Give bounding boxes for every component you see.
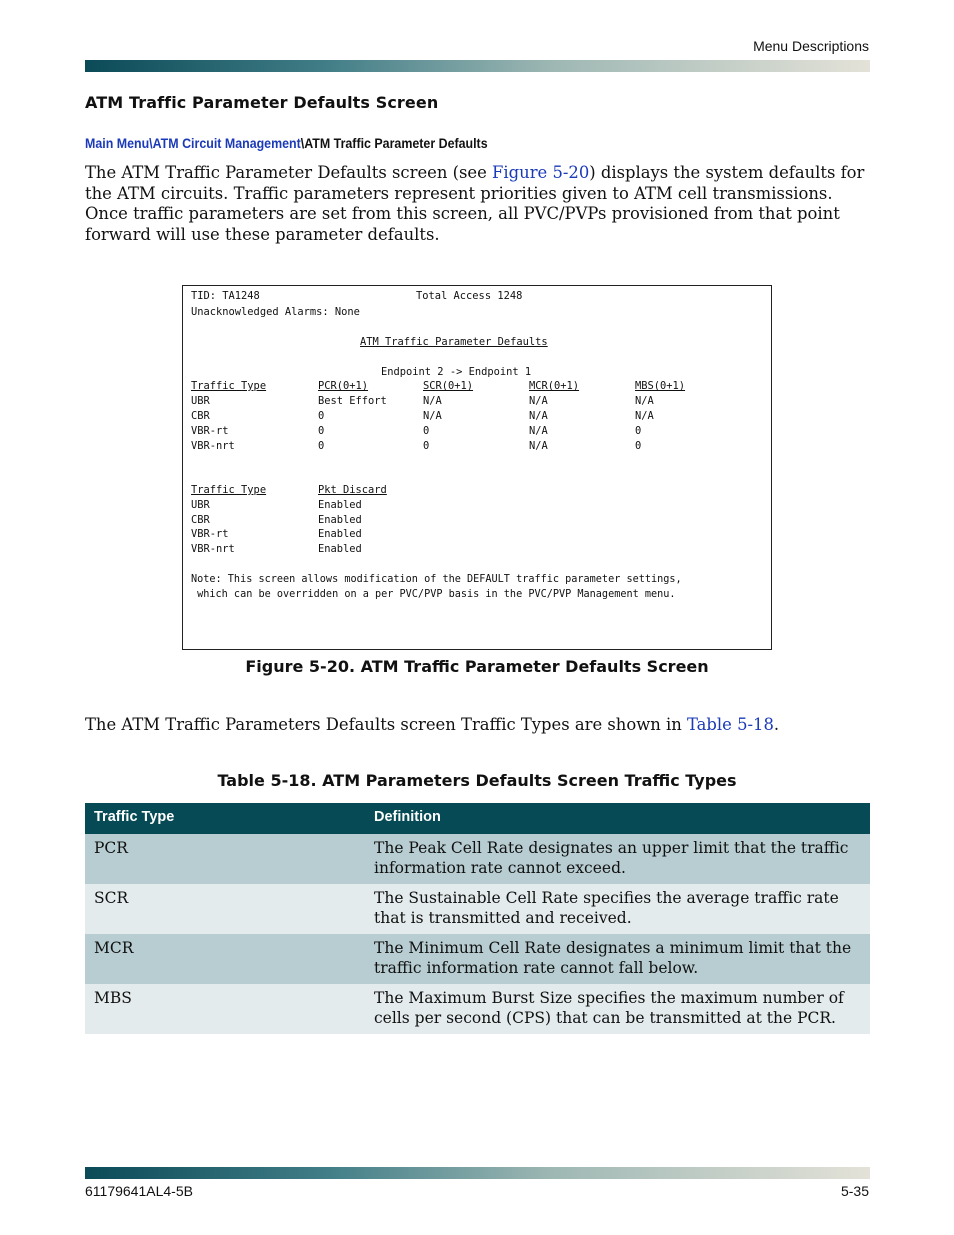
rate-cell: Best Effort (318, 395, 387, 407)
rate-cell: N/A (529, 395, 548, 407)
screen-note-line-2: which can be overridden on a per PVC/PVP basis in the PVC/PVP Management menu. (191, 589, 676, 600)
rate-cell: 0 (635, 440, 642, 452)
rate-cell: N/A (529, 440, 548, 452)
breadcrumb-main-menu[interactable]: Main Menu (85, 136, 150, 151)
breadcrumb-atm-circuit-management[interactable]: ATM Circuit Management (152, 136, 301, 151)
table-intro-before: The ATM Traffic Parameters Defaults screen Traffic Types are shown in (85, 715, 687, 734)
footer-rule (85, 1167, 870, 1179)
intro-text-before: The ATM Traffic Parameter Defaults screen (see (85, 163, 493, 182)
rate-cell: 0 (423, 440, 430, 452)
table-row (85, 834, 870, 884)
rate-cell: CBR (191, 410, 210, 422)
discard-cell: Enabled (318, 499, 362, 511)
table-cell-definition: The Maximum Burst Size specifies the maximum number of cells per second (CPS) that can be transmitted at the PCR. (374, 989, 844, 1027)
table-header-traffic-type: Traffic Type (94, 809, 175, 825)
discard-cell: Enabled (318, 514, 362, 526)
rate-cell: VBR-nrt (191, 440, 235, 452)
discard-cell: VBR-rt (191, 528, 229, 540)
rate-header-mcr: MCR(0+1) (529, 380, 580, 392)
table-cell-definition: The Peak Cell Rate designates an upper limit that the traffic information rate cannot exceed. (374, 839, 849, 877)
screen-note-line-1: Note: This screen allows modification of the DEFAULT traffic parameter settings, (191, 574, 682, 585)
rate-cell: VBR-rt (191, 425, 229, 437)
table-intro-paragraph (85, 715, 870, 736)
table-row (85, 884, 870, 934)
doc-number: 61179641AL4-5B (85, 1183, 193, 1199)
figure-link[interactable]: Figure 5-20 (492, 163, 590, 182)
intro-paragraph (85, 163, 870, 245)
header-rule (85, 60, 870, 72)
alarms-text: Unacknowledged Alarms: None (191, 306, 360, 318)
rate-cell: N/A (635, 395, 654, 407)
rate-cell: 0 (635, 425, 642, 437)
table-cell-type: SCR (94, 889, 129, 907)
table-header-row (85, 803, 870, 834)
table-link[interactable]: Table 5-18 (687, 715, 774, 734)
rate-cell: 0 (318, 410, 325, 422)
discard-cell: VBR-nrt (191, 543, 235, 555)
rate-cell: 0 (318, 425, 325, 437)
breadcrumb-current: ATM Traffic Parameter Defaults (304, 136, 488, 151)
rate-cell: N/A (635, 410, 654, 422)
rate-cell: N/A (529, 410, 548, 422)
intro-text-after: ) displays the system defaults for the ATM circuits. Traffic parameters represent priorities given to ATM cell transmissions. Once traffic parameters are set from this screen, all PVC/PVPs provisioned from that point forward will use these parameter defaults. (85, 163, 865, 244)
breadcrumb (85, 136, 488, 151)
screen-title: ATM Traffic Parameter Defaults (360, 336, 548, 348)
traffic-types-table (85, 803, 870, 1034)
tid-text: TID: TA1248 (191, 290, 260, 302)
table-cell-definition: The Sustainable Cell Rate specifies the average traffic rate that is transmitted and received. (374, 889, 839, 927)
running-header: Menu Descriptions (753, 38, 869, 54)
discard-header-traffic-type: Traffic Type (191, 484, 267, 496)
total-access-text: Total Access 1248 (416, 290, 523, 302)
table-caption: Table 5-18. ATM Parameters Defaults Screen Traffic Types (217, 771, 737, 790)
rate-cell: 0 (423, 425, 430, 437)
table-header-definition: Definition (374, 809, 441, 825)
rate-header-pcr: PCR(0+1) (318, 380, 369, 392)
rate-cell: N/A (423, 395, 442, 407)
discard-cell: Enabled (318, 528, 362, 540)
page-number: 5-35 (840, 1183, 869, 1199)
discard-header-pkt-discard: Pkt Discard (318, 484, 387, 496)
endpoint-text: Endpoint 2 -> Endpoint 1 (381, 366, 532, 378)
rate-cell: N/A (529, 425, 548, 437)
rate-header-mbs: MBS(0+1) (635, 380, 686, 392)
table-intro-after: . (773, 715, 780, 734)
figure-caption: Figure 5-20. ATM Traffic Parameter Defaults Screen (245, 657, 709, 676)
rate-cell: N/A (423, 410, 442, 422)
rate-cell: UBR (191, 395, 210, 407)
discard-cell: UBR (191, 499, 210, 511)
breadcrumb-separator: \ (149, 136, 153, 151)
table-cell-definition: The Minimum Cell Rate designates a minimum limit that the traffic information rate cannot fall below. (374, 939, 852, 977)
table-row (85, 984, 870, 1034)
table-row (85, 934, 870, 984)
terminal-screen-figure (182, 285, 772, 650)
table-cell-type: MCR (94, 939, 134, 957)
section-heading: ATM Traffic Parameter Defaults Screen (85, 93, 439, 112)
table-cell-type: PCR (94, 839, 128, 857)
rate-header-traffic-type: Traffic Type (191, 380, 267, 392)
rate-header-scr: SCR(0+1) (423, 380, 474, 392)
discard-cell: CBR (191, 514, 210, 526)
discard-cell: Enabled (318, 543, 362, 555)
breadcrumb-separator: \ (300, 136, 305, 151)
rate-cell: 0 (318, 440, 325, 452)
table-cell-type: MBS (94, 989, 132, 1007)
